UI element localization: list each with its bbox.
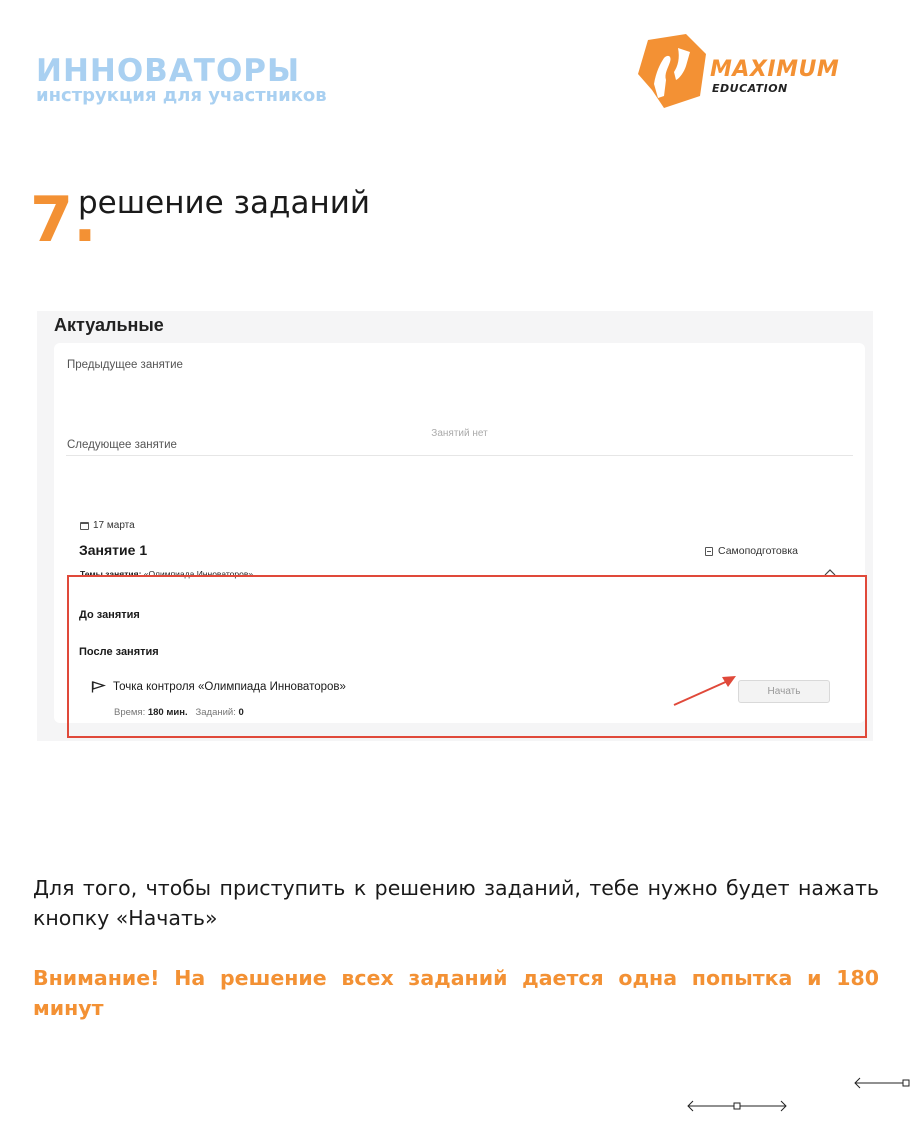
tasks-value: 0 — [238, 707, 244, 718]
decorative-line-icon — [686, 1098, 788, 1114]
logo-subword: EDUCATION — [712, 82, 788, 95]
highlight-box — [67, 575, 867, 738]
logo-word: MAXIMUM — [710, 57, 840, 82]
lesson-date-text: 17 марта — [93, 520, 135, 531]
pointer-arrow-icon — [660, 664, 750, 712]
time-value: 180 мин. — [147, 707, 188, 718]
after-lesson-label: После занятия — [79, 646, 159, 658]
self-prep-tag — [705, 545, 798, 557]
header-title: ИННОВАТОРЫ — [36, 53, 301, 89]
next-lesson-label: Следующее занятие — [67, 439, 177, 451]
no-lessons-text: Занятий нет — [431, 428, 488, 439]
topics-value: «Олимпиада Инноваторов» — [143, 569, 254, 579]
maximum-education-logo — [634, 34, 854, 110]
instruction-text: Для того, чтобы приступить к решению заданий, тебе нужно будет нажать кнопку «Начать» — [33, 876, 879, 930]
decorative-line-icon — [852, 1075, 910, 1091]
document-icon — [705, 547, 713, 556]
time-label: Время: — [114, 707, 146, 718]
current-section-heading: Актуальные — [54, 315, 164, 335]
lesson-date — [80, 520, 135, 531]
warning-text: Внимание! На решение всех заданий дается одна попытка и 180 минут — [33, 966, 879, 1020]
lesson-title: Занятие 1 — [79, 542, 148, 558]
tasks-label: Заданий: — [195, 707, 236, 718]
divider — [66, 455, 853, 456]
step-title: решение заданий — [78, 185, 371, 221]
logo-emblem-icon — [634, 34, 708, 110]
self-prep-text: Самоподготовка — [718, 545, 799, 557]
topics-label: Темы занятия: — [80, 569, 142, 579]
start-button[interactable]: Начать — [738, 680, 830, 703]
step-number: 7. — [30, 183, 97, 256]
before-lesson-label: До занятия — [79, 609, 140, 621]
previous-lesson-label: Предыдущее занятие — [67, 359, 183, 371]
calendar-icon — [80, 522, 89, 530]
header-subtitle: инструкция для участников — [36, 85, 327, 106]
checkpoint-title: Точка контроля «Олимпиада Инноваторов» — [113, 681, 346, 693]
